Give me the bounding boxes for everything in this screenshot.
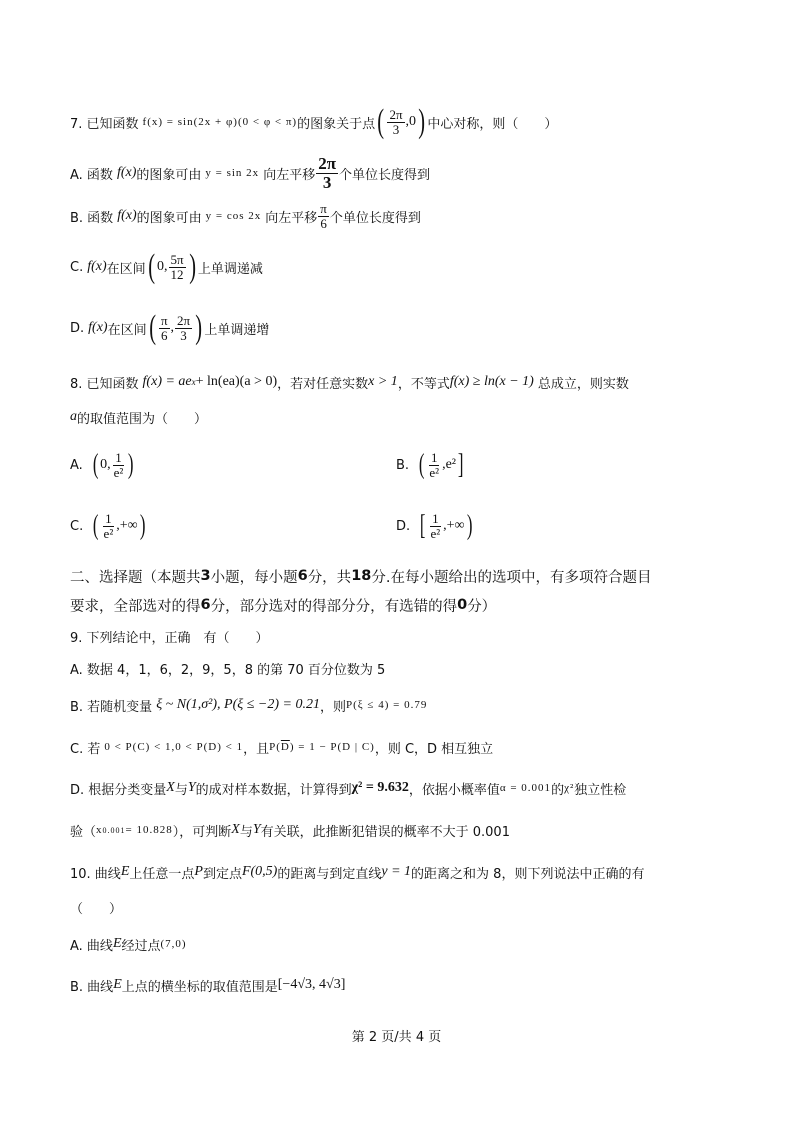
q7-point-fraction: $\frac{2\pi}{3}$ <box>389 106 403 137</box>
q8-option-a: A. ( 0, $\frac{1}{\text{e²}}$ ) <box>70 449 134 480</box>
q7-option-d: D. f(x) 在区间 ( $\frac{\pi}{6}$ , $\frac{2\pi}{3}$ ) 上单调递增 <box>70 309 270 346</box>
q10-stem-line2: （ ） <box>70 901 123 917</box>
page-footer <box>0 1024 793 1046</box>
q7-stem: 7. 已知函数 f(x) = sin(2x + φ)(0 < φ < π) 的图象关于点 ( $\frac{2\pi}{3}$ ,0 ) 中心对称，则（ ） <box>70 103 558 140</box>
q7-c-fraction: $\frac{5\pi}{12}$ <box>170 251 184 282</box>
q8-function: f(x) = ae <box>142 374 192 389</box>
q7-function: f(x) = sin(2x + φ)(0 < φ < π) <box>142 116 298 128</box>
q9-option-d: D. 根据分类变量 X 与 Y 的成对样本数据，计算得到 χ² = 9.632 ，依据小概率值 α = 0.001 的 χ² 独立性检 <box>70 780 627 798</box>
page-number: 第 2 页/共 4 页 <box>351 1029 442 1045</box>
q10-option-b: B. 曲线 E 上点的横坐标的取值范围是 [−4√3, 4√3] <box>70 977 346 995</box>
q9-option-c: C. 若 0 < P(C) < 1,0 < P(D) < 1 ，且 P( $\overline{D}$ ) = 1 − P(D | C) ，则 C，D 相互独立 <box>70 741 494 757</box>
q8-option-b: B. ( $\frac{1}{\text{e²}}$ ,e² ] <box>396 449 464 480</box>
q9-stem: 9. 下列结论中，正确 有（ ） <box>70 630 269 646</box>
section2-header-line2: 要求，全部选对的得 6 分，部分选对的得部分分，有选错的得 0 分） <box>70 597 497 615</box>
q8-option-d: D. [ $\frac{1}{\text{e²}}$ ,+∞ ) <box>396 510 473 541</box>
q7-option-b: B. 函数 f(x) 的图象可由 y = cos 2x 向左平移 $\frac{\pi}{6}$ 个单位长度得到 <box>70 200 421 231</box>
q9-option-a: A. 数据 4，1，6，2，9，5，8 的第 70 百分位数为 5 <box>70 662 386 678</box>
q7-option-c: C. f(x) 在区间 ( 0, $\frac{5\pi}{12}$ ) 上单调递减 <box>70 248 263 285</box>
q7-a-shift-fraction: $\frac{2\pi}{3}$ <box>318 153 337 192</box>
q9-option-d-line2: 验（ x 0.001 = 10.828 ），可判断 X 与 Y 有关联，此推断犯错误的概率不大于 0.001 <box>70 822 510 840</box>
q8-stem: 8. 已知函数 f(x) = ae x + ln(ea)(a > 0) ，若对任意实数 x > 1 ，不等式 f(x) ≥ ln(x − 1) 总成立，则实数 <box>70 374 629 392</box>
q7-option-a: A. 函数 f(x) 的图象可由 y = sin 2x 向左平移 $\frac{2\pi}{3}$ 个单位长度得到 <box>70 153 431 192</box>
q7-b-shift-fraction: $\frac{\pi}{6}$ <box>320 200 327 231</box>
q9-option-b: B. 若随机变量 ξ ~ N(1,σ²), P(ξ ≤ −2) = 0.21 ，则 P(ξ ≤ 4) = 0.79 <box>70 697 428 715</box>
q8-stem-line2: a 的取值范围为（ ） <box>70 409 208 427</box>
q8-option-c: C. ( $\frac{1}{\text{e²}}$ ,+∞ ) <box>70 510 146 541</box>
q10-option-a: A. 曲线 E 经过点 (7,0) <box>70 936 187 954</box>
section2-header: 二、选择题（本题共 3 小题，每小题 6 分，共 18 分.在每小题给出的选项中，有多项符合题目 <box>70 568 652 586</box>
q10-stem: 10. 曲线 E 上任意一点 P 到定点 F(0,5) 的距离与到定直线 y = 1 的距离之和为 8，则下列说法中正确的有 <box>70 864 645 882</box>
